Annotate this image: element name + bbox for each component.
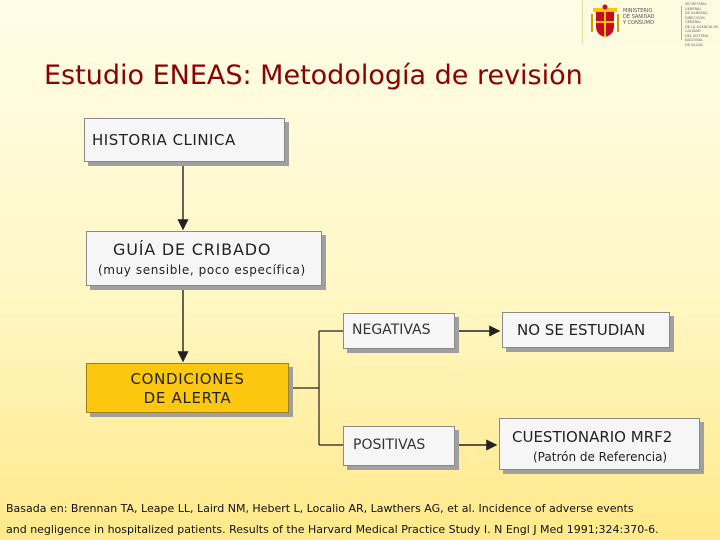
positivas-box: POSITIVAS [343, 426, 455, 466]
cuestionario-subtitle: (Patrón de Referencia) [533, 450, 668, 464]
reference-line-1: Basada en: Brennan TA, Leape LL, Laird NM, Hebert L, Localio AR, Lawthers AG, et al. Incidence of adverse events [6, 502, 634, 515]
historia-clinica-box: HISTORIA CLINICA [84, 118, 285, 162]
cuestionario-title: CUESTIONARIO MRF2 [512, 428, 673, 446]
no-se-estudian-box: NO SE ESTUDIAN [502, 312, 670, 348]
logo-ministry-text: MINISTERIO DE SANIDAD Y CONSUMO [623, 8, 655, 26]
guia-cribado-box [86, 231, 322, 286]
condiciones-line-1: CONDICIONES [130, 370, 245, 388]
reference-line-2: and negligence in hospitalized patients. Results of the Harvard Medical Practice Study I. N Engl J Med 1991;324:370-6. [6, 523, 659, 536]
cuestionario-box [499, 418, 700, 470]
logo-sub-text: SECRETARÍA GENERAL DE SANIDAD DIRECCIÓN GENERAL DE LA AGENCIA DE CALIDAD DEL SISTEMA NACIONAL DE SALUD [685, 2, 719, 47]
guia-cribado-title: GUÍA DE CRIBADO [113, 240, 272, 259]
condiciones-line-2: DE ALERTA [143, 389, 232, 407]
guia-cribado-subtitle: (muy sensible, poco específica) [98, 263, 306, 277]
condiciones-alerta-box [86, 363, 289, 413]
page-title: Estudio ENEAS: Metodología de revisión [44, 60, 583, 91]
negativas-box: NEGATIVAS [343, 313, 455, 349]
